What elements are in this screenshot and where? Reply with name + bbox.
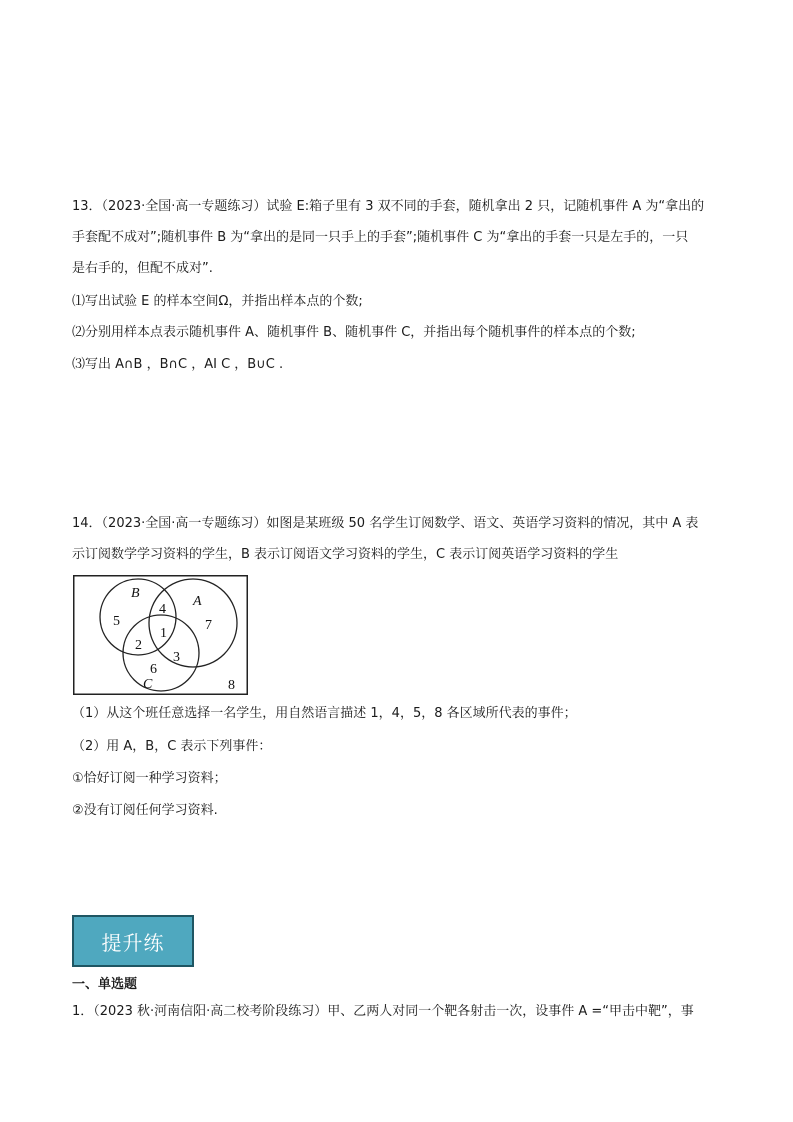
venn-region-1: 1 xyxy=(160,626,167,641)
q13-line-2: 手套配不成对”;随机事件 B 为“拿出的是同一只手上的手套”;随机事件 C 为“拿出的手套一只是左手的，一只 xyxy=(72,230,689,245)
venn-label-a: A xyxy=(193,594,202,609)
venn-region-3: 3 xyxy=(173,650,180,665)
venn-region-6: 6 xyxy=(150,662,157,677)
q14-sub-1: ①恰好订阅一种学习资料； xyxy=(72,771,227,786)
q14-part-1: （1）从这个班任意选择一名学生，用自然语言描述 1，4，5，8 各区域所代表的事件； xyxy=(72,706,577,721)
venn-region-4: 4 xyxy=(159,602,166,617)
q13-part-3: ⑶写出 A∩B ，B∩C ，AI C ，B∪C . xyxy=(72,357,284,372)
section-banner: 提升练 xyxy=(72,915,194,967)
q13-line-1: 13．（2023·全国·高一专题练习）试验 E:箱子里有 3 双不同的手套，随机拿出 2 只，记随机事件 A 为“拿出的 xyxy=(72,199,705,214)
q14-line-1: 14．（2023·全国·高一专题练习）如图是某班级 50 名学生订阅数学、语文、英语学习资料的情况，其中 A 表 xyxy=(72,516,699,531)
venn-label-c: C xyxy=(143,677,153,692)
q13-line-3: 是右手的，但配不成对”. xyxy=(72,261,213,276)
q1-line-1: 1．（2023 秋·河南信阳·高二校考阶段练习）甲、乙两人对同一个靶各射击一次，设事件 A =“甲击中靶”，事 xyxy=(72,1004,694,1019)
q14-line-2: 示订阅数学学习资料的学生，B 表示订阅语文学习资料的学生，C 表示订阅英语学习资料的学生 xyxy=(72,547,619,562)
venn-region-8: 8 xyxy=(228,678,235,693)
section-title: 一、单选题 xyxy=(72,977,138,992)
venn-svg xyxy=(73,575,248,695)
q14-sub-2: ②没有订阅任何学习资料. xyxy=(72,803,218,818)
q13-part-2: ⑵分别用样本点表示随机事件 A、随机事件 B、随机事件 C，并指出每个随机事件的样本点的个数; xyxy=(72,325,636,340)
venn-diagram xyxy=(73,575,248,695)
q14-part-2: （2）用 A，B，C 表示下列事件： xyxy=(72,739,272,754)
venn-label-b: B xyxy=(131,586,140,601)
venn-circle-a xyxy=(149,579,237,667)
q13-part-1: ⑴写出试验 E 的样本空间Ω，并指出样本点的个数; xyxy=(72,294,363,309)
venn-region-7: 7 xyxy=(205,618,212,633)
venn-region-5: 5 xyxy=(113,614,120,629)
venn-region-2: 2 xyxy=(135,638,142,653)
